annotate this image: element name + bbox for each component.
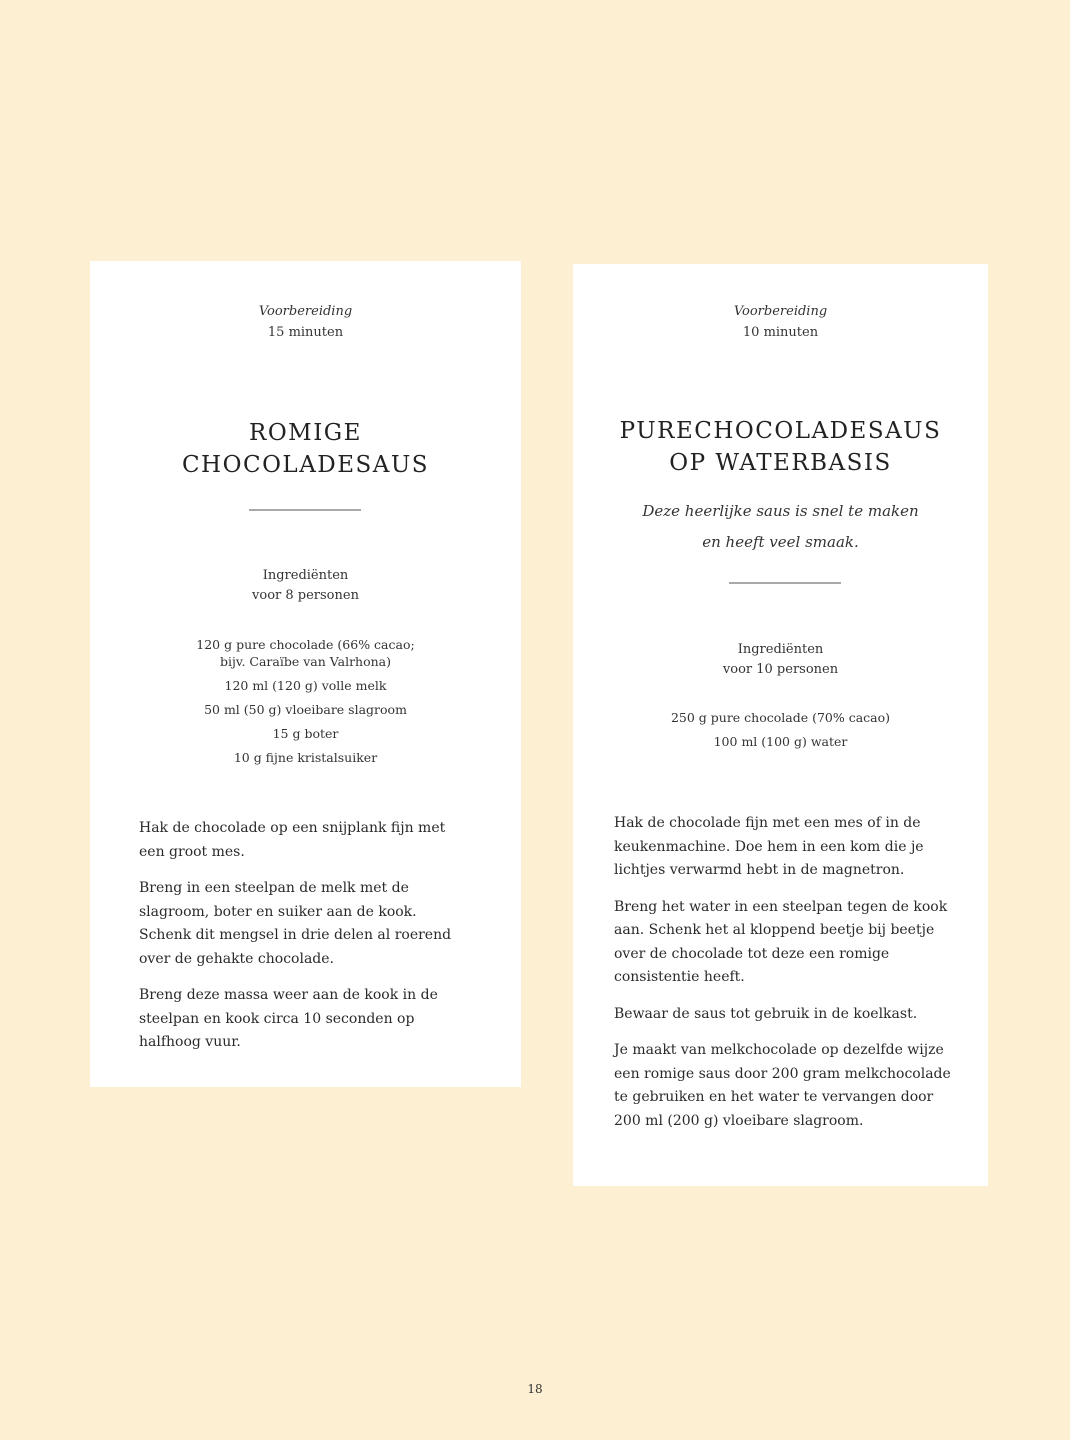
method-paragraph: Breng het water in een steelpan tegen de kook aan. Schenk het al kloppend beetje bij beetje over de chocolade tot deze een romige consistentie heeft. [614,898,948,985]
ingredients-header [90,566,521,606]
method-text [614,812,954,1146]
prep-time: 10 minuten [742,325,819,340]
title-divider [729,582,841,584]
ingredient-item: 10 g fijne kristalsuiker [233,750,378,765]
prep-label: Voorbereiding [258,304,353,319]
method-paragraph: Breng deze massa weer aan de kook in de steelpan en kook circa 10 seconden op halfhoog vuur. [139,987,438,1050]
ingredient-item: 250 g pure chocolade (70% cacao) [670,710,891,725]
ingredients-heading: Ingrediënten [262,568,349,583]
prep-time: 15 minuten [267,325,344,340]
prep-label: Voorbereiding [733,304,828,319]
ingredients-header [573,640,988,680]
title-divider [249,509,361,511]
servings: voor 8 personen [252,588,359,603]
method-paragraph: Hak de chocolade op een snijplank fijn met een groot mes. [139,820,446,860]
recipe-title [573,415,988,479]
recipe-card-purechocoladesaus [573,264,988,1186]
ingredient-item: 120 ml (120 g) volle melk [224,678,387,693]
ingredient-item: 15 g boter [272,726,339,741]
recipe-title-line-2: CHOCOLADESAUS [181,452,430,478]
recipe-title [90,417,521,481]
method-paragraph: Hak de chocolade fijn met een mes of in de keukenmachine. Doe hem in een kom die je lichtjes verwarmd hebt in de magnetron. [614,815,924,878]
recipe-title-line-1: ROMIGE [249,420,362,446]
ingredient-item: 120 g pure chocolade (66% cacao; bijv. Caraïbe van Valrhona) [196,637,415,669]
page-number: 18 [527,1382,543,1396]
recipe-card-romige-chocoladesaus [90,261,521,1087]
ingredients-list [573,709,988,757]
ingredient-item: 100 ml (100 g) water [713,734,848,749]
recipe-subtitle-line-2: en heeft veel smaak. [702,533,859,551]
method-paragraph: Breng in een steelpan de melk met de slagroom, boter en suiker aan de kook. Schenk dit mengsel in drie delen al roerend over de gehakte chocolade. [139,880,452,967]
method-paragraph: Je maakt van melkchocolade op dezelfde wijze een romige saus door 200 gram melkchocolade te gebruiken en het water te vervangen door 200 ml (200 g) vloeibare slagroom. [614,1042,951,1129]
ingredients-heading: Ingrediënten [737,642,824,657]
recipe-title-line-1: PURECHOCOLADESAUS [619,418,942,444]
servings: voor 10 personen [722,662,839,677]
method-text [139,817,469,1068]
ingredient-item: 50 ml (50 g) vloeibare slagroom [204,702,407,717]
recipe-subtitle [573,496,988,558]
method-paragraph: Bewaar de saus tot gebruik in de koelkast. [614,1005,918,1022]
recipe-subtitle-line-1: Deze heerlijke saus is snel te maken [642,502,919,520]
recipe-title-line-2: OP WATERBASIS [669,450,892,476]
ingredients-list [90,636,521,773]
